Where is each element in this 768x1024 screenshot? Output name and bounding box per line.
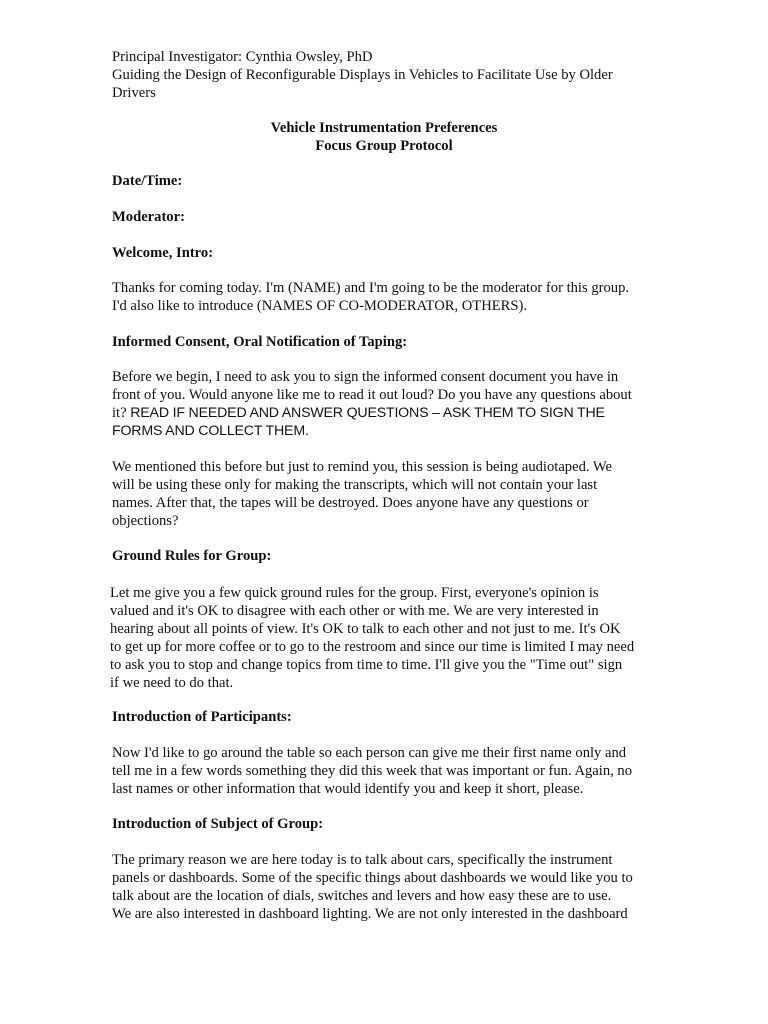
title-line-2: Focus Group Protocol bbox=[315, 138, 453, 154]
participants-paragraph bbox=[112, 744, 672, 798]
project-title-line: Guiding the Design of Reconfigurable Displays in Vehicles to Facilitate Use by Older bbox=[112, 67, 613, 83]
participants-line-3: last names or other information that would identify you and keep it short, please. bbox=[112, 781, 584, 797]
datetime-field-label: Date/Time: bbox=[112, 173, 183, 189]
subject-line-3: talk about are the location of dials, switches and levers and how easy these are to use. bbox=[112, 888, 612, 904]
consent-paragraph-2 bbox=[112, 458, 672, 530]
ground-rules-line-5: to ask you to stop and change topics from time to time. I'll give you the "Time out" sign bbox=[110, 657, 623, 673]
consent-line-3 bbox=[112, 404, 672, 422]
moderator-field-label: Moderator: bbox=[112, 209, 185, 225]
welcome-line-2: I'd also like to introduce (NAMES OF CO-MODERATOR, OTHERS). bbox=[112, 298, 528, 314]
taping-line-3: names. After that, the tapes will be destroyed. Does anyone have any questions or bbox=[112, 495, 589, 511]
document-title bbox=[0, 119, 768, 155]
taping-line-4: objections? bbox=[112, 513, 179, 529]
welcome-paragraph bbox=[112, 279, 672, 315]
subject-heading: Introduction of Subject of Group: bbox=[112, 816, 324, 832]
welcome-heading: Welcome, Intro: bbox=[112, 245, 214, 261]
welcome-line-1: Thanks for coming today. I'm (NAME) and I'm going to be the moderator for this group. bbox=[112, 280, 630, 296]
project-title-line-continued: Drivers bbox=[112, 85, 156, 101]
participants-line-2: tell me in a few words something they did this week that was important or fun. Again, no bbox=[112, 763, 633, 779]
title-line-1: Vehicle Instrumentation Preferences bbox=[270, 120, 498, 136]
participants-line-1: Now I'd like to go around the table so each person can give me their first name only and bbox=[112, 745, 627, 761]
consent-heading: Informed Consent, Oral Notification of Taping: bbox=[112, 334, 408, 350]
subject-paragraph bbox=[112, 851, 672, 923]
ground-rules-line-3: hearing about all points of view. It's OK to talk to each other and not just to me. It's OK bbox=[110, 621, 621, 637]
subject-line-1: The primary reason we are here today is to talk about cars, specifically the instrument bbox=[112, 852, 613, 868]
consent-instruction-caps: READ IF NEEDED AND ANSWER QUESTIONS – ASK THEM TO SIGN THE bbox=[130, 405, 605, 421]
subject-line-2: panels or dashboards. Some of the specific things about dashboards we would like you to bbox=[112, 870, 633, 886]
consent-line-2: front of you. Would anyone like me to read it out loud? Do you have any questions about bbox=[112, 387, 632, 403]
ground-rules-line-2: valued and it's OK to disagree with each other or with me. We are very interested in bbox=[110, 603, 599, 619]
taping-line-1: We mentioned this before but just to remind you, this session is being audiotaped. We bbox=[112, 459, 612, 475]
principal-investigator-line: Principal Investigator: Cynthia Owsley, PhD bbox=[112, 49, 373, 65]
ground-rules-line-4: to get up for more coffee or to go to the restroom and since our time is limited I may need bbox=[110, 639, 635, 655]
consent-line-3-start: it? bbox=[112, 405, 131, 421]
ground-rules-heading: Ground Rules for Group: bbox=[112, 548, 272, 564]
ground-rules-line-1: Let me give you a few quick ground rules for the group. First, everyone's opinion is bbox=[110, 585, 599, 601]
subject-line-4: We are also interested in dashboard lighting. We are not only interested in the dashboard bbox=[112, 906, 628, 922]
participants-heading: Introduction of Participants: bbox=[112, 709, 292, 725]
consent-line-1: Before we begin, I need to ask you to sign the informed consent document you have in bbox=[112, 369, 619, 385]
consent-instruction-caps-continued: FORMS AND COLLECT THEM. bbox=[112, 423, 309, 439]
ground-rules-paragraph bbox=[110, 584, 670, 692]
taping-line-2: will be using these only for making the transcripts, which will not contain your last bbox=[112, 477, 598, 493]
ground-rules-line-6: if we need to do that. bbox=[110, 675, 234, 691]
document-header bbox=[112, 48, 672, 102]
consent-paragraph-1 bbox=[112, 368, 672, 440]
